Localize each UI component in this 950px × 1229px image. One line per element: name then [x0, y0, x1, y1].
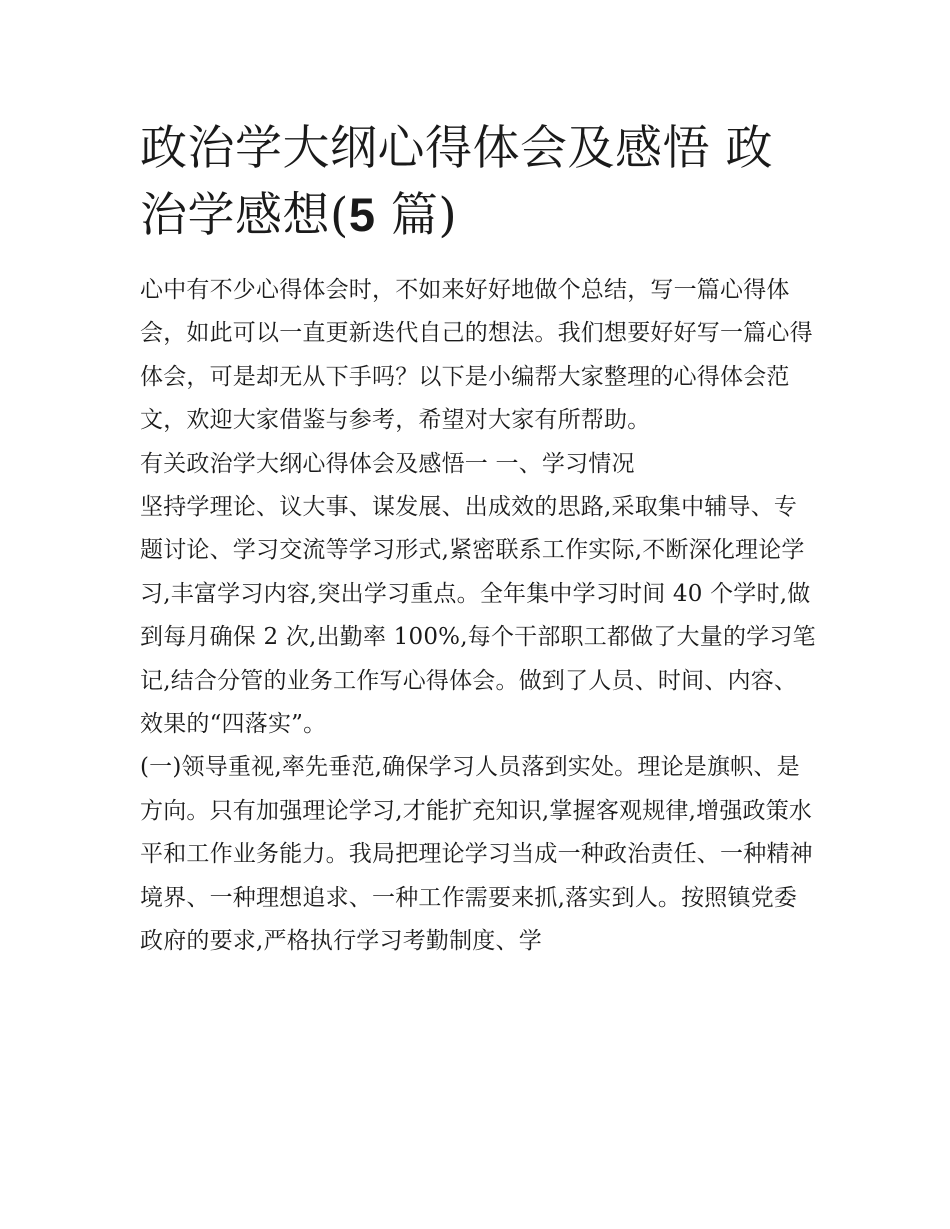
- document-title: [140, 0, 820, 249]
- paragraph-study-overview: 坚持学理论、议大事、谋发展、出成效的思路,采取集中辅导、专题讨论、学习交流等学习形式,紧密联系工作实际,不断深化理论学习,丰富学习内容,突出学习重点。全年集中学习时间 40 个学时,做到每月确保 2 次,出勤率 100%,每个干部职工都做了大量的学习笔记,结合分管的业务工作写心得体会。做到了人员、时间、内容、效果的“四落实”。: [140, 494, 816, 738]
- paragraph-leadership: (一)领导重视,率先垂范,确保学习人员落到实处。理论是旗帜、是方向。只有加强理论学习,才能扩充知识,掌握客观规律,增强政策水平和工作业务能力。我局把理论学习当成一种政治责任、一种精神境界、一种理想追求、一种工作需要来抓,落实到人。按照镇党委政府的要求,严格执行学习考勤制度、学: [140, 754, 813, 955]
- title-line-1: 政治学大纲心得体会及感悟 政: [140, 121, 773, 176]
- document-body: [140, 269, 820, 964]
- title-line-2-number: 5: [348, 188, 376, 241]
- title-line-2-suffix: 篇): [375, 188, 458, 243]
- paragraph-intro: 心中有不少心得体会时，不如来好好地做个总结，写一篇心得体会，如此可以一直更新迭代自己的想法。我们想要好好写一篇心得体会，可是却无从下手吗？以下是小编帮大家整理的心得体会范文，欢迎大家借鉴与参考，希望对大家有所帮助。: [140, 277, 813, 434]
- title-line-2-prefix: 治学感想(: [140, 188, 349, 243]
- paragraph-section-heading: 有关政治学大纲心得体会及感悟一 一、学习情况: [140, 450, 635, 477]
- document-page: [140, 0, 820, 964]
